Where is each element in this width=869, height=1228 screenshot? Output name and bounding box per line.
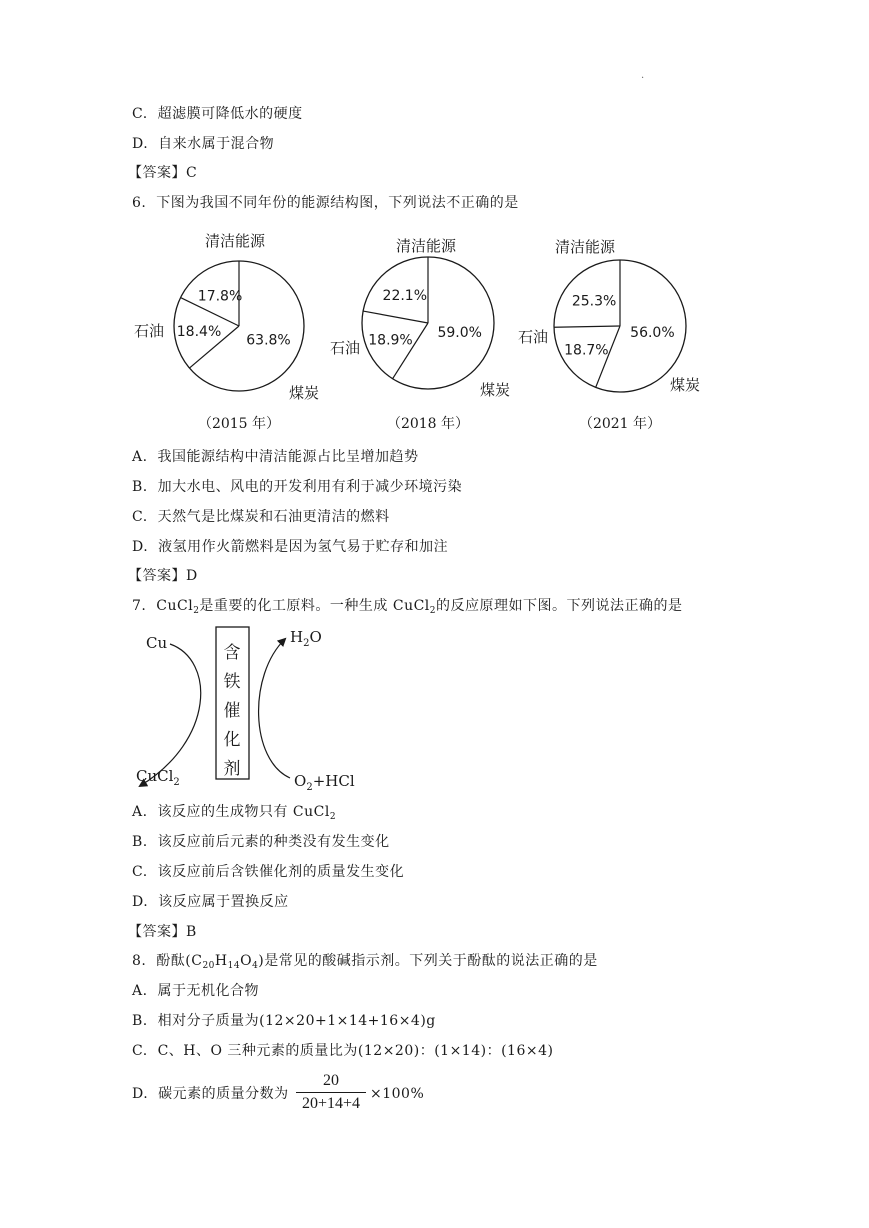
pie-value-label: 18.7% <box>564 342 609 359</box>
corner-mark: . <box>641 70 645 81</box>
fraction-bar <box>296 1092 366 1093</box>
q7-option-c[interactable]: C. 该反应前后含铁催化剂的质量发生变化 <box>132 864 405 880</box>
energy-pie-charts <box>0 0 869 440</box>
pie-value-label: 18.9% <box>368 332 413 349</box>
reactant-cu: Cu <box>146 634 168 652</box>
pie-category-label: 石油 <box>134 322 165 340</box>
fraction-denominator: 20+14+4 <box>301 1095 361 1112</box>
q8-option-a[interactable]: A. 属于无机化合物 <box>132 983 259 999</box>
catalyst-char: 剂 <box>223 759 241 779</box>
pie-year-label: （2018 年） <box>386 416 470 432</box>
product-cucl2: CuCl$_2$ <box>136 767 180 788</box>
q8-option-d[interactable]: D. 碳元素的质量分数为 <box>132 1086 289 1102</box>
q7-option-a[interactable]: A. 该反应的生成物只有 CuCl$_2$ <box>132 804 337 822</box>
catalyst-char: 催 <box>223 701 241 721</box>
q6-answer: 【答案】D <box>128 568 198 584</box>
pie-category-label: 清洁能源 <box>204 232 266 250</box>
mass-fraction-formula <box>296 1072 366 1113</box>
pie-year-label: （2021 年） <box>578 416 662 432</box>
pie-value-label: 63.8% <box>246 332 291 349</box>
q7-option-d[interactable]: D. 该反应属于置换反应 <box>132 894 289 910</box>
pie-value-label: 25.3% <box>571 293 617 310</box>
pie-value-label: 56.0% <box>630 325 675 342</box>
pie-category-label: 石油 <box>518 328 549 346</box>
reaction-diagram <box>130 620 370 800</box>
pie-category-label: 煤炭 <box>670 376 701 394</box>
q8-option-d-suffix: ×100% <box>370 1086 425 1102</box>
pie-category-label: 煤炭 <box>480 381 511 399</box>
q5-option-c[interactable]: C. 超滤膜可降低水的硬度 <box>132 106 303 122</box>
q7-option-b[interactable]: B. 该反应前后元素的种类没有发生变化 <box>132 834 390 850</box>
pie-category-label: 清洁能源 <box>395 237 457 255</box>
q5-option-d[interactable]: D. 自来水属于混合物 <box>132 136 275 152</box>
catalyst-char: 化 <box>223 730 241 750</box>
catalyst-char: 铁 <box>223 672 241 692</box>
pie-value-label: 18.4% <box>176 324 222 341</box>
pie-category-label: 煤炭 <box>289 384 320 402</box>
fraction-numerator: 20 <box>323 1072 339 1089</box>
curve-cu-to-cucl2 <box>140 644 201 786</box>
q6-option-b[interactable]: B. 加大水电、风电的开发利用有利于减少环境污染 <box>132 479 463 495</box>
product-h2o: $H_2O$ <box>290 628 322 649</box>
reactant-o2-hcl: $O_2+HCl$ <box>294 772 355 793</box>
q8-option-c[interactable]: C. C、H、O 三种元素的质量比为(12×20)：(1×14)：(16×4) <box>132 1043 554 1059</box>
curve-o2-to-h2o <box>259 639 290 778</box>
q6-stem: 6. 下图为我国不同年份的能源结构图，下列说法不正确的是 <box>132 195 519 211</box>
pie-year-label: （2015 年） <box>197 416 281 432</box>
q7-answer: 【答案】B <box>128 924 197 940</box>
q6-option-d[interactable]: D. 液氢用作火箭燃料是因为氢气易于贮存和加注 <box>132 539 449 555</box>
q7-stem: 7. CuCl$_2$是重要的化工原料。一种生成 CuCl$_2$的反应原理如下图。下列说法正确的是 <box>132 598 683 616</box>
pie-value-label: 22.1% <box>382 288 428 305</box>
q6-option-a[interactable]: A. 我国能源结构中清洁能源占比呈增加趋势 <box>132 449 419 465</box>
catalyst-char: 含 <box>223 643 241 663</box>
q8-stem: 8. 酚酞$(C_{20}H_{14}O_4)$是常见的酸碱指示剂。下列关于酚酞的说法正确的是 <box>132 953 598 971</box>
q6-option-c[interactable]: C. 天然气是比煤炭和石油更清洁的燃料 <box>132 509 390 525</box>
pie-category-label: 石油 <box>330 339 361 357</box>
pie-value-label: 59.0% <box>437 325 482 342</box>
q8-option-b[interactable]: B. 相对分子质量为(12×20+1×14+16×4)g <box>132 1013 436 1029</box>
q5-answer: 【答案】C <box>128 165 198 181</box>
pie-value-label: 17.8% <box>197 288 243 305</box>
pie-category-label: 清洁能源 <box>554 238 616 256</box>
